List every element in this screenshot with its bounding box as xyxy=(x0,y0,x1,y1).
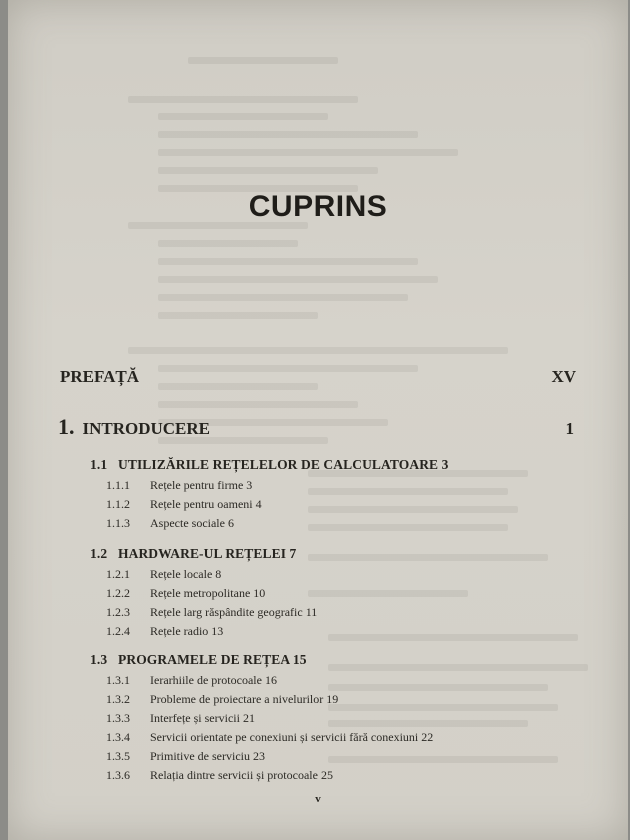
subsection-number: 1.1.3 xyxy=(106,516,130,530)
subsection-number: 1.1.1 xyxy=(106,478,130,492)
chapter-number: 1. xyxy=(58,414,75,439)
toc-subsection xyxy=(106,692,338,707)
section-title: UTILIZĂRILE REȚELELOR DE CALCULATOARE 3 xyxy=(118,457,449,472)
toc-subsection xyxy=(106,730,433,745)
subsection-title: Rețele larg răspândite geografic 11 xyxy=(150,605,318,619)
preface-label: PREFAȚĂ xyxy=(60,367,140,386)
chapter-page: 1 xyxy=(565,419,574,438)
toc-entry-preface xyxy=(60,367,576,387)
page-title: CUPRINS xyxy=(248,190,388,223)
subsection-title: Probleme de proiectare a nivelurilor 19 xyxy=(150,692,339,706)
subsection-title: Interfețe și servicii 21 xyxy=(150,711,255,725)
toc-section xyxy=(90,457,448,473)
subsection-title: Rețele pentru oameni 4 xyxy=(150,497,262,511)
subsection-number: 1.2.4 xyxy=(106,624,130,638)
toc-subsection xyxy=(106,605,317,620)
toc-subsection xyxy=(106,497,262,512)
subsection-number: 1.3.3 xyxy=(106,711,130,725)
subsection-title: Rețele radio 13 xyxy=(150,624,224,638)
subsection-number: 1.2.1 xyxy=(106,567,130,581)
toc-subsection xyxy=(106,567,221,582)
page-number: v xyxy=(315,793,321,805)
subsection-number: 1.3.2 xyxy=(106,692,130,706)
toc-subsection xyxy=(106,516,234,531)
section-title: PROGRAMELE DE REȚEA 15 xyxy=(118,652,307,667)
toc-subsection xyxy=(106,624,223,639)
toc-subsection xyxy=(106,768,333,783)
chapter-title: INTRODUCERE xyxy=(82,419,211,438)
subsection-number: 1.2.2 xyxy=(106,586,130,600)
subsection-number: 1.1.2 xyxy=(106,497,130,511)
subsection-title: Aspecte sociale 6 xyxy=(150,516,234,530)
toc-subsection xyxy=(106,673,277,688)
toc-subsection xyxy=(106,478,252,493)
subsection-number: 1.3.1 xyxy=(106,673,130,687)
subsection-title: Rețele pentru firme 3 xyxy=(150,478,253,492)
section-number: 1.1 xyxy=(90,457,108,472)
section-title: HARDWARE-UL REȚELEI 7 xyxy=(118,546,297,561)
subsection-title: Ierarhiile de protocoale 16 xyxy=(150,673,277,687)
subsection-title: Servicii orientate pe conexiuni și servicii fără conexiuni 22 xyxy=(150,730,434,744)
book-page xyxy=(8,0,628,840)
toc-section xyxy=(90,546,296,562)
section-number: 1.3 xyxy=(90,652,108,667)
toc-entry-chapter xyxy=(58,414,574,440)
toc-subsection xyxy=(106,586,265,601)
subsection-title: Relația dintre servicii și protocoale 25 xyxy=(150,768,333,782)
subsection-title: Rețele metropolitane 10 xyxy=(150,586,266,600)
preface-page: XV xyxy=(551,367,576,386)
toc-section xyxy=(90,652,307,668)
subsection-title: Rețele locale 8 xyxy=(150,567,222,581)
subsection-number: 1.3.6 xyxy=(106,768,130,782)
subsection-number: 1.3.5 xyxy=(106,749,130,763)
subsection-title: Primitive de serviciu 23 xyxy=(150,749,265,763)
toc-subsection xyxy=(106,749,265,764)
section-number: 1.2 xyxy=(90,546,108,561)
toc-subsection xyxy=(106,711,255,726)
subsection-number: 1.3.4 xyxy=(106,730,130,744)
subsection-number: 1.2.3 xyxy=(106,605,130,619)
